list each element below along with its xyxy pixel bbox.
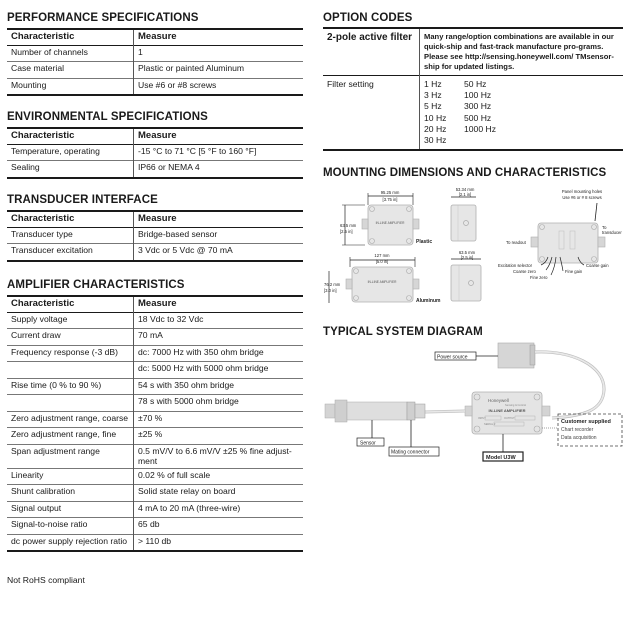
panel-holes-label: Panel mounting holes: [561, 189, 603, 194]
header-characteristic: Characteristic: [7, 211, 134, 227]
plastic-width-inch-label: [3.75 in]: [382, 197, 398, 202]
plastic-label: Plastic: [416, 239, 433, 245]
row-label: Linearity: [7, 468, 134, 485]
header-measure: Measure: [138, 298, 177, 309]
row-value: Bridge-based sensor: [138, 228, 218, 239]
plastic-enclosure: [362, 205, 419, 245]
row-value: > 110 db: [138, 535, 172, 546]
plastic-height-label: 63.5 mm: [340, 223, 357, 228]
frequency-option: 100 Hz: [464, 90, 492, 101]
coarse-zero-label: Coarse zero: [513, 269, 536, 274]
row-value: Solid state relay on board: [138, 486, 236, 496]
to-transducer-label-1: To: [602, 225, 607, 230]
frequency-list: [420, 76, 624, 151]
row-value: 78 s with 5000 ohm bridge: [138, 396, 239, 406]
table-row: [323, 28, 623, 76]
table-row: [7, 329, 303, 346]
row-label: Signal output: [7, 501, 134, 518]
table-row: [7, 518, 303, 535]
table-row: [7, 62, 303, 79]
header-characteristic: Characteristic: [7, 29, 134, 45]
row-value: 4 mA to 20 mA (three-wire): [138, 502, 241, 513]
frequency-option: 1 Hz: [424, 79, 442, 89]
inline-amplifier: [465, 392, 550, 434]
row-label: Shunt calibration: [7, 485, 134, 502]
row-value: Plastic or painted Aluminum: [138, 63, 245, 73]
frequency-option: 30 Hz: [424, 135, 447, 146]
row-value: 0.02 % of full scale: [138, 469, 211, 480]
row-value: 65 db: [138, 519, 160, 529]
frequency-option: 10 Hz: [424, 112, 447, 123]
table-row: [7, 468, 303, 485]
table-row: [7, 244, 303, 261]
table-row: [7, 362, 303, 379]
table-row: [7, 144, 303, 161]
header-measure: Measure: [138, 130, 177, 141]
frequency-option: 1000 Hz: [464, 123, 497, 134]
filter-heading: 2-pole active filter: [323, 28, 420, 76]
frequency-column-2: [464, 79, 504, 146]
row-label: [7, 395, 134, 412]
header-characteristic: Characteristic: [7, 128, 134, 144]
availability-note: Many range/option combinations are available in our quick-ship and fast-track manufacture pro-grams. Please see http://sensing.honeywell.com/ TMsensor-ship for updated listings.: [424, 32, 614, 71]
table-header-row: [7, 211, 303, 227]
table-header-row: [7, 296, 303, 312]
side-view-plastic: [451, 205, 476, 241]
row-value: Use #6 or #8 screws: [138, 79, 217, 90]
frequency-option: 5 Hz: [424, 101, 442, 112]
amp-output-label: OUTPUT: [504, 417, 515, 420]
aluminum-amp-label: IN-LINE AMPLIFIER: [367, 280, 397, 284]
mating-connector-label: Mating connector: [391, 449, 430, 456]
coarse-gain-label: Coarse gain: [586, 263, 609, 268]
transducer-title: TRANSDUCER INTERFACE: [7, 194, 158, 206]
to-transducer-label-2: transducer: [602, 230, 622, 235]
power-source-label: Power source: [437, 354, 468, 361]
frequency-option: 500 Hz: [464, 112, 492, 123]
row-label: Zero adjustment range, coarse: [7, 411, 134, 428]
side1-dim-label: 53.34 mm: [455, 187, 475, 192]
header-measure: Measure: [138, 31, 177, 42]
system-diagram: [320, 340, 625, 470]
row-label: Supply voltage: [7, 312, 134, 329]
table-row: [7, 534, 303, 551]
header-measure: Measure: [138, 213, 177, 224]
aluminum-height-inch-label: [3.0 in]: [324, 288, 337, 293]
row-value: dc: 5000 Hz with 5000 ohm bridge: [138, 363, 269, 373]
frequency-option: 50 Hz: [464, 79, 487, 89]
row-value: 54 s with 350 ohm bridge: [138, 379, 235, 390]
transducer-table: [7, 210, 303, 262]
data-acquisition-label: Data acquisition: [561, 435, 597, 441]
row-label: Number of channels: [7, 45, 134, 62]
row-label: Temperature, operating: [7, 144, 134, 161]
performance-title: PERFORMANCE SPECIFICATIONS: [7, 12, 199, 24]
side1-dim-inch-label: [2.1 in]: [458, 192, 472, 197]
table-row: [7, 312, 303, 329]
table-row: [7, 501, 303, 518]
plastic-amp-label: IN-LINE AMPLIFIER: [375, 221, 405, 225]
amp-brand-sub: Sensing & Control: [505, 404, 526, 407]
amp-brand: Honeywell: [488, 398, 509, 403]
frequency-option: 20 Hz: [424, 123, 447, 134]
aluminum-label: Aluminum: [416, 298, 441, 304]
row-value: 70 mA: [138, 330, 163, 340]
row-label: [7, 362, 134, 379]
environmental-title: ENVIRONMENTAL SPECIFICATIONS: [7, 111, 208, 123]
row-value: ±25 %: [138, 429, 163, 439]
amp-input-label: INPUT: [478, 417, 486, 420]
row-value: 0.5 mV/V to 6.6 mV/V ±25 % fine adjust-ment: [138, 445, 292, 466]
table-row: [323, 76, 623, 151]
row-value: dc: 7000 Hz with 350 ohm bridge: [138, 346, 264, 357]
excitation-selector-label: Excitation selector: [498, 263, 532, 268]
row-label: Transducer type: [7, 227, 134, 244]
amp-serial-label: SERIAL #: [484, 423, 496, 426]
row-value: ±70 %: [138, 412, 163, 423]
row-label: Current draw: [7, 329, 134, 346]
row-label: Signal-to-noise ratio: [7, 518, 134, 535]
header-characteristic: Characteristic: [7, 296, 134, 312]
fine-gain-label: Fine gain: [565, 269, 583, 274]
performance-table: [7, 28, 303, 96]
row-value: 3 Vdc or 5 Vdc @ 70 mA: [138, 245, 233, 255]
row-label: dc power supply rejection ratio: [7, 534, 134, 551]
power-source-block: [498, 343, 535, 368]
table-row: [7, 485, 303, 502]
table-row: [7, 78, 303, 95]
system-diagram-title: TYPICAL SYSTEM DIAGRAM: [323, 326, 483, 338]
row-label: Mounting: [7, 78, 134, 95]
amp-label: IN-LINE AMPLIFIER: [488, 408, 526, 413]
frequency-option: 3 Hz: [424, 90, 442, 101]
table-header-row: [7, 29, 303, 45]
amplifier-title: AMPLIFIER CHARACTERISTICS: [7, 279, 185, 291]
amplifier-table: [7, 295, 303, 552]
panel-screws-label: Use #6 or # 8 screws: [562, 195, 602, 200]
table-row: [7, 395, 303, 412]
row-label: Span adjustment range: [7, 444, 134, 468]
table-row: [7, 161, 303, 178]
option-codes-table: [323, 27, 623, 151]
table-header-row: [7, 128, 303, 144]
model-label: Model U3W: [486, 454, 516, 461]
table-row: [7, 45, 303, 62]
aluminum-width-label: 127 mm: [374, 253, 390, 258]
table-row: [7, 378, 303, 395]
side-view-aluminum: [451, 265, 481, 301]
filter-setting-label: Filter setting: [323, 76, 420, 151]
table-row: [7, 227, 303, 244]
row-label: Sealing: [7, 161, 134, 178]
side2-dim-label: 63.5 mm: [458, 250, 476, 255]
option-codes-title: OPTION CODES: [323, 12, 413, 24]
mating-connector: [407, 402, 425, 420]
row-label: Transducer excitation: [7, 244, 134, 261]
mounting-diagram: [320, 185, 625, 305]
table-row: [7, 411, 303, 428]
table-row: [7, 345, 303, 362]
to-readout-label: To readout: [506, 240, 526, 245]
aluminum-width-inch-label: [5.0 in]: [375, 259, 389, 264]
plastic-width-label: 95.25 mm: [380, 190, 400, 195]
aluminum-enclosure: [346, 267, 419, 302]
row-label: Rise time (0 % to 90 %): [7, 378, 134, 395]
aluminum-height-label: 76.2 mm: [324, 282, 341, 287]
plastic-height-inch-label: [2.5 in]: [340, 229, 353, 234]
environmental-table: [7, 127, 303, 179]
mounting-title: MOUNTING DIMENSIONS AND CHARACTERISTICS: [323, 167, 607, 179]
row-value: 18 Vdc to 32 Vdc: [138, 313, 204, 324]
customer-supplied-label: Customer supplied: [561, 419, 611, 425]
row-value: IP66 or NEMA 4: [138, 162, 200, 172]
row-label: Zero adjustment range, fine: [7, 428, 134, 445]
row-value: -15 °C to 71 °C [5 °F to 160 °F]: [138, 145, 257, 156]
row-label: Case material: [7, 62, 134, 79]
sensor-label: Sensor: [360, 440, 376, 447]
side2-dim-inch-label: [2.5 in]: [460, 255, 474, 260]
row-label: Frequency response (-3 dB): [7, 345, 134, 362]
row-value: 1: [138, 46, 143, 57]
fine-zero-label: Fine zero: [530, 275, 548, 280]
sensor: [325, 400, 407, 422]
frequency-column-1: [424, 79, 464, 146]
amplifier-board-view: [531, 223, 605, 263]
rohs-note: Not RoHS compliant: [7, 575, 85, 585]
table-row: [7, 444, 303, 468]
table-row: [7, 428, 303, 445]
chart-recorder-label: Chart recorder: [561, 427, 594, 433]
frequency-option: 300 Hz: [464, 101, 492, 112]
